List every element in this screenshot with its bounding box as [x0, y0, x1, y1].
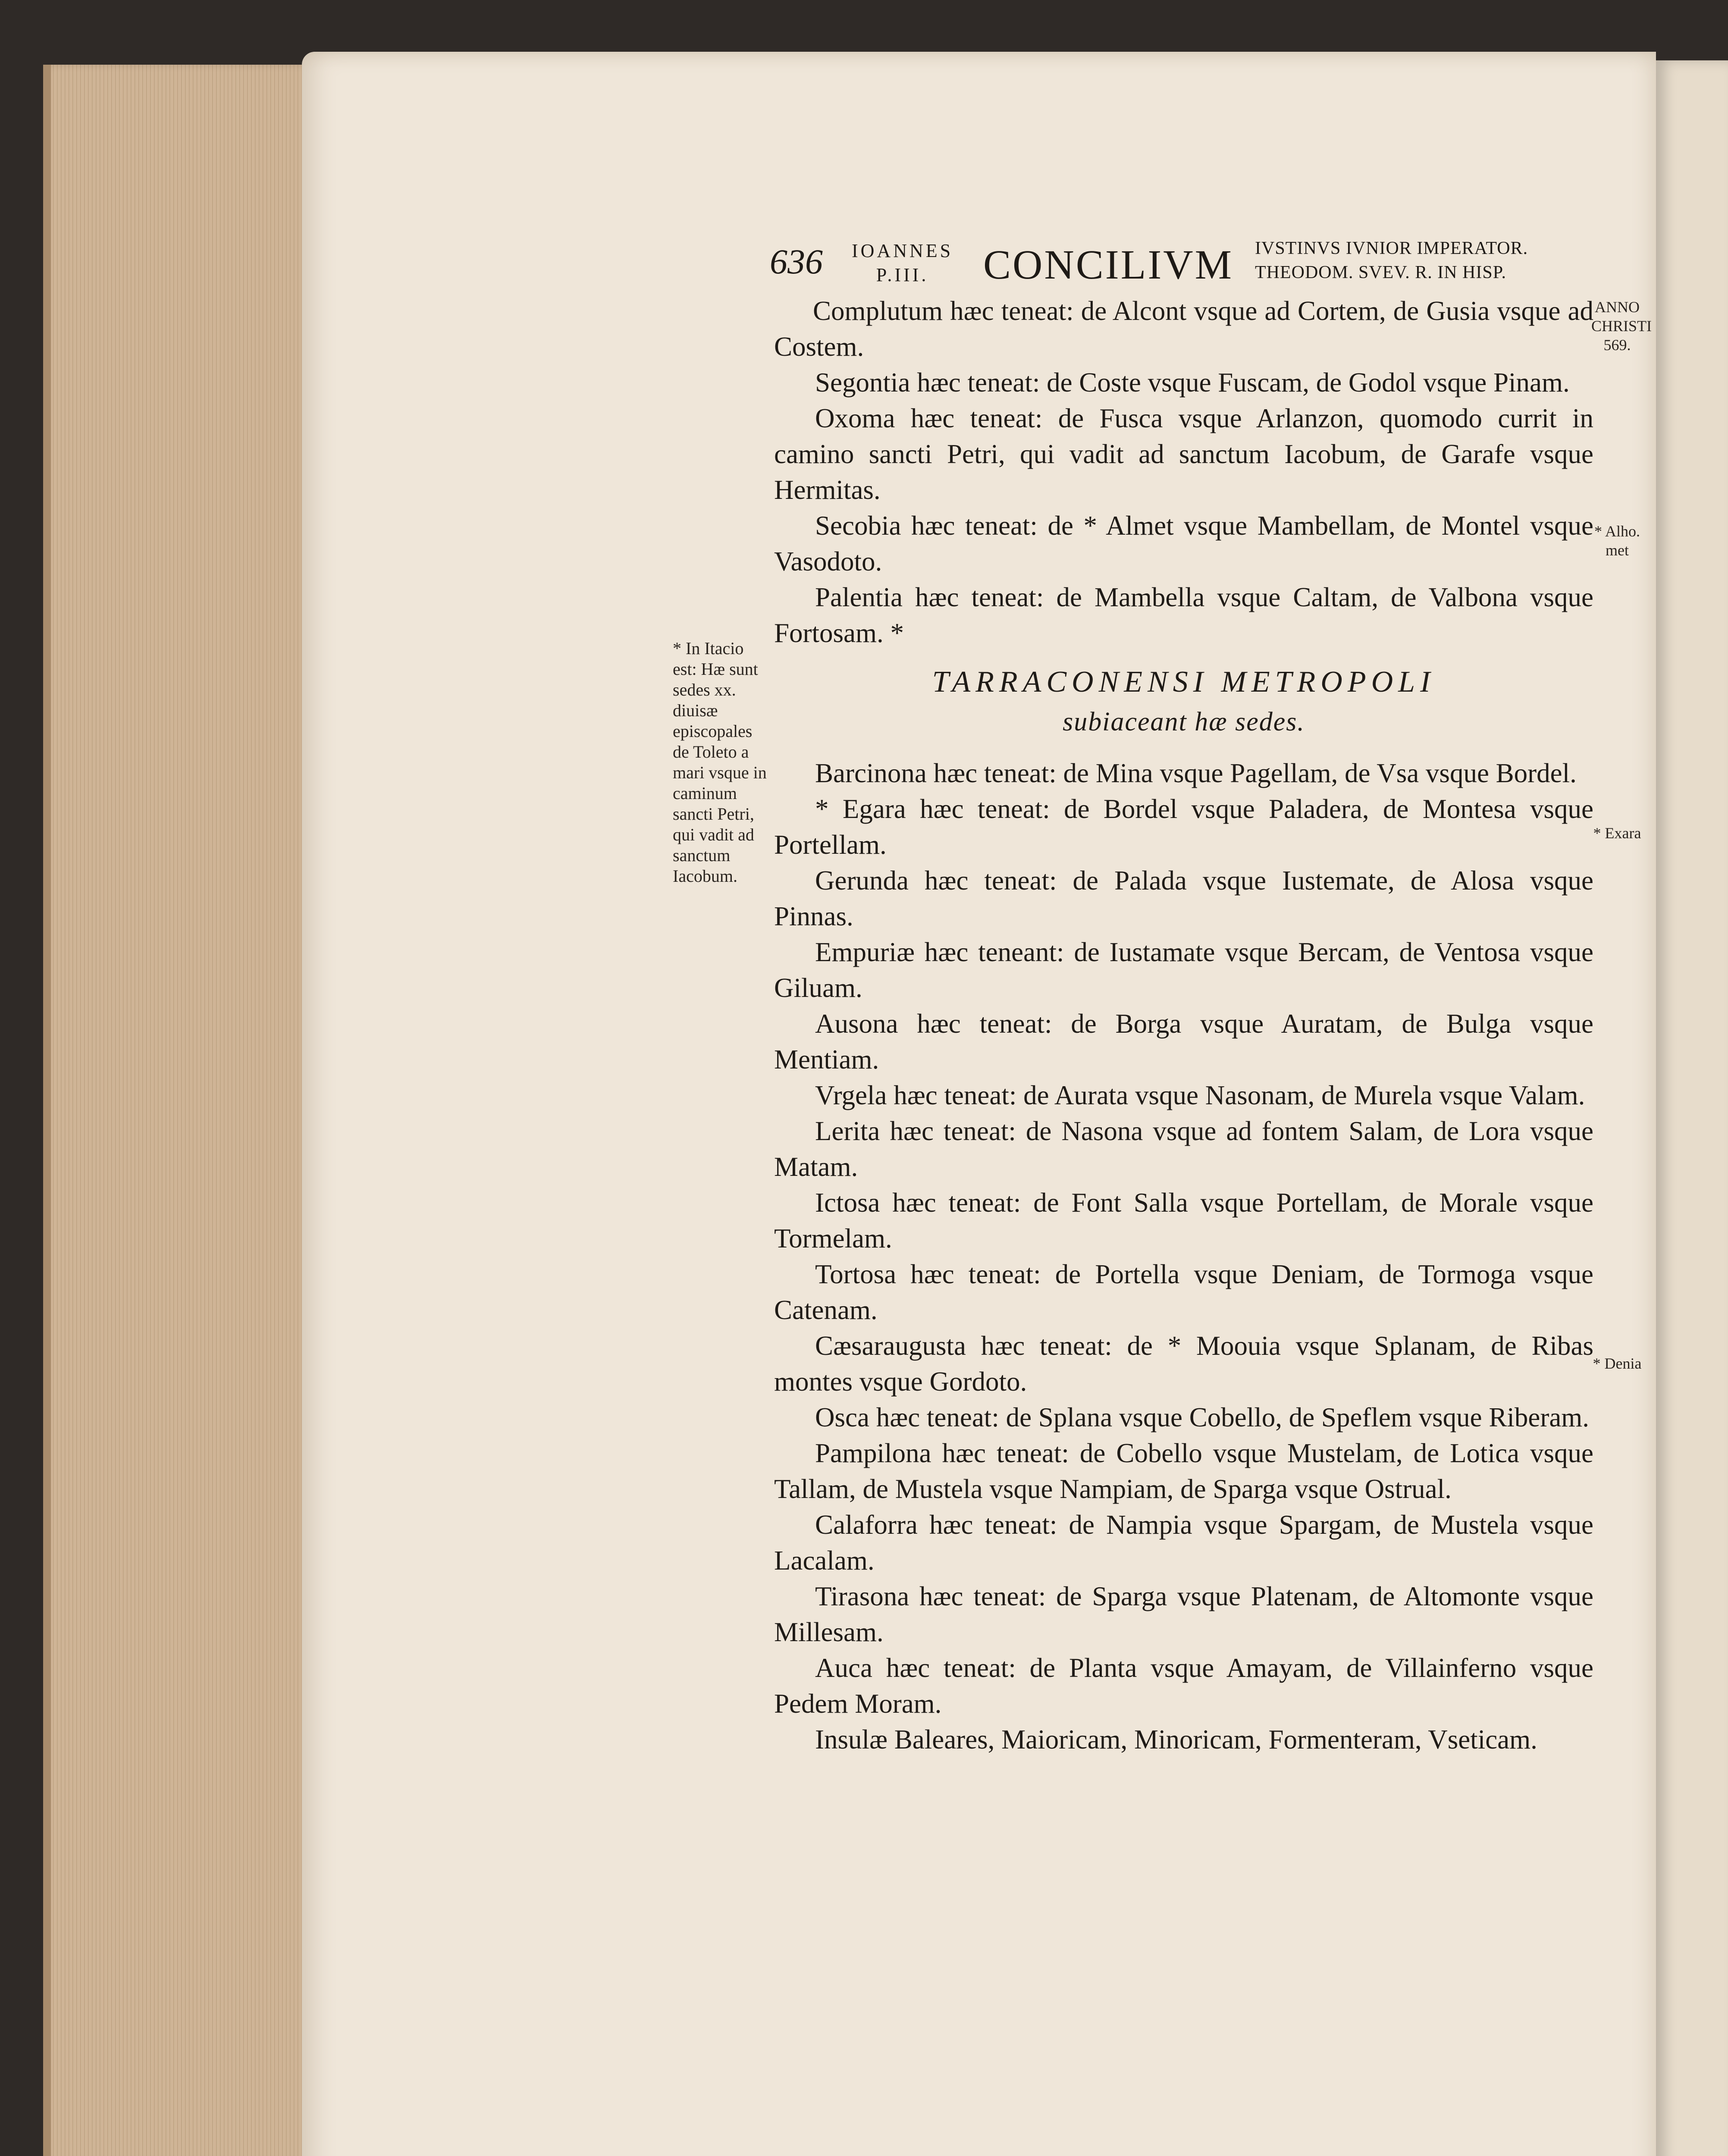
paragraph: Vrgela hæc teneat: de Aurata vsque Nasonam, de Murela vsque Valam. — [815, 1080, 1585, 1110]
margin-note-exara: * Exara — [1593, 824, 1641, 842]
margin-note-alhomet: * Alho. met — [1594, 523, 1640, 559]
paragraph: Auca hæc teneat: de Planta vsque Amayam, de Villainferno vsque Pedem Moram. — [774, 1653, 1593, 1719]
paragraph: Ausona hæc teneat: de Borga vsque Auratam, de Bulga vsque Mentiam. — [774, 1009, 1593, 1075]
page-number: 636 — [770, 242, 823, 281]
paragraph: Insulæ Baleares, Maioricam, Minoricam, Formenteram, Vseticam. — [815, 1724, 1537, 1755]
paragraph: Complutum hæc teneat: de Alcont vsque ad Cortem, de Gusia vsque ad Costem. — [774, 296, 1593, 362]
header-title: CONCILIVM — [983, 241, 1233, 288]
header-author-line2: P.III. — [876, 264, 929, 285]
paragraph: Barcinona hæc teneat: de Mina vsque Pagellam, de Vsa vsque Bordel. — [815, 758, 1577, 788]
paragraph: Palentia hæc teneat: de Mambella vsque Caltam, de Valbona vsque Fortosam. * — [774, 582, 1593, 648]
section-subheading: subiaceant hæ sedes. — [1063, 707, 1305, 736]
header-author-line1: IOANNES — [852, 240, 953, 261]
section-heading: TARRACONENSI METROPOLI — [932, 665, 1436, 699]
header-author — [852, 239, 953, 287]
header-right-line2: THEODOM. SVEV. R. IN HISP. — [1255, 263, 1506, 282]
paragraph: * Egara hæc teneat: de Bordel vsque Paladera, de Montesa vsque Portellam. — [774, 794, 1593, 860]
paragraph: Empuriæ hæc teneant: de Iustamate vsque Bercam, de Ventosa vsque Giluam. — [774, 937, 1593, 1003]
paragraph: Ictosa hæc teneat: de Font Salla vsque Portellam, de Morale vsque Tormelam. — [774, 1188, 1593, 1253]
paragraph: Secobia hæc teneat: de * Almet vsque Mambellam, de Montel vsque Vasodoto. — [774, 511, 1593, 577]
book-page-edges — [43, 65, 327, 2156]
paragraph: Lerita hæc teneat: de Nasona vsque ad fontem Salam, de Lora vsque Matam. — [774, 1116, 1593, 1182]
paragraph: Cæsaraugusta hæc teneat: de * Moouia vsque Splanam, de Ribas montes vsque Gordoto. — [774, 1331, 1593, 1397]
paragraph: Pampilona hæc teneat: de Cobello vsque Mustelam, de Lotica vsque Tallam, de Mustela vsque Nampiam, de Sparga vsque Ostrual. — [774, 1438, 1593, 1504]
paragraph: Gerunda hæc teneat: de Palada vsque Iustemate, de Alosa vsque Pinnas. — [774, 865, 1593, 931]
paragraph: Oxoma hæc teneat: de Fusca vsque Arlanzon, quomodo currit in camino sancti Petri, qui vadit ad sanctum Iacobum, de Garafe vsque Hermitas. — [774, 403, 1593, 505]
margin-note-anno: ANNO CHRISTI 569. — [1591, 298, 1652, 354]
paragraph: Calaforra hæc teneat: de Nampia vsque Spargam, de Mustela vsque Lacalam. — [774, 1510, 1593, 1576]
margin-note-itacio: * In Itacio est: Hæ sunt sedes xx. diuisæ episcopales de Toleto a mari vsque in caminum sancti Petri, qui vadit ad sanctum Iacobum. — [673, 639, 767, 886]
header-right — [1255, 236, 1528, 285]
header-right-line1: IVSTINVS IVNIOR IMPERATOR. — [1255, 238, 1528, 258]
paragraph: Osca hæc teneat: de Splana vsque Cobello, de Speflem vsque Riberam. — [815, 1402, 1590, 1432]
main-text — [774, 293, 1593, 1758]
running-header — [770, 233, 1589, 293]
facing-page-edge — [1656, 60, 1728, 2156]
paragraph: Tortosa hæc teneat: de Portella vsque Deniam, de Tormoga vsque Catenam. — [774, 1259, 1593, 1325]
paragraph: Tirasona hæc teneat: de Sparga vsque Platenam, de Altomonte vsque Millesam. — [774, 1581, 1593, 1647]
paragraph: Segontia hæc teneat: de Coste vsque Fuscam, de Godol vsque Pinam. — [815, 367, 1570, 398]
margin-note-denia: * Denia — [1593, 1355, 1642, 1372]
